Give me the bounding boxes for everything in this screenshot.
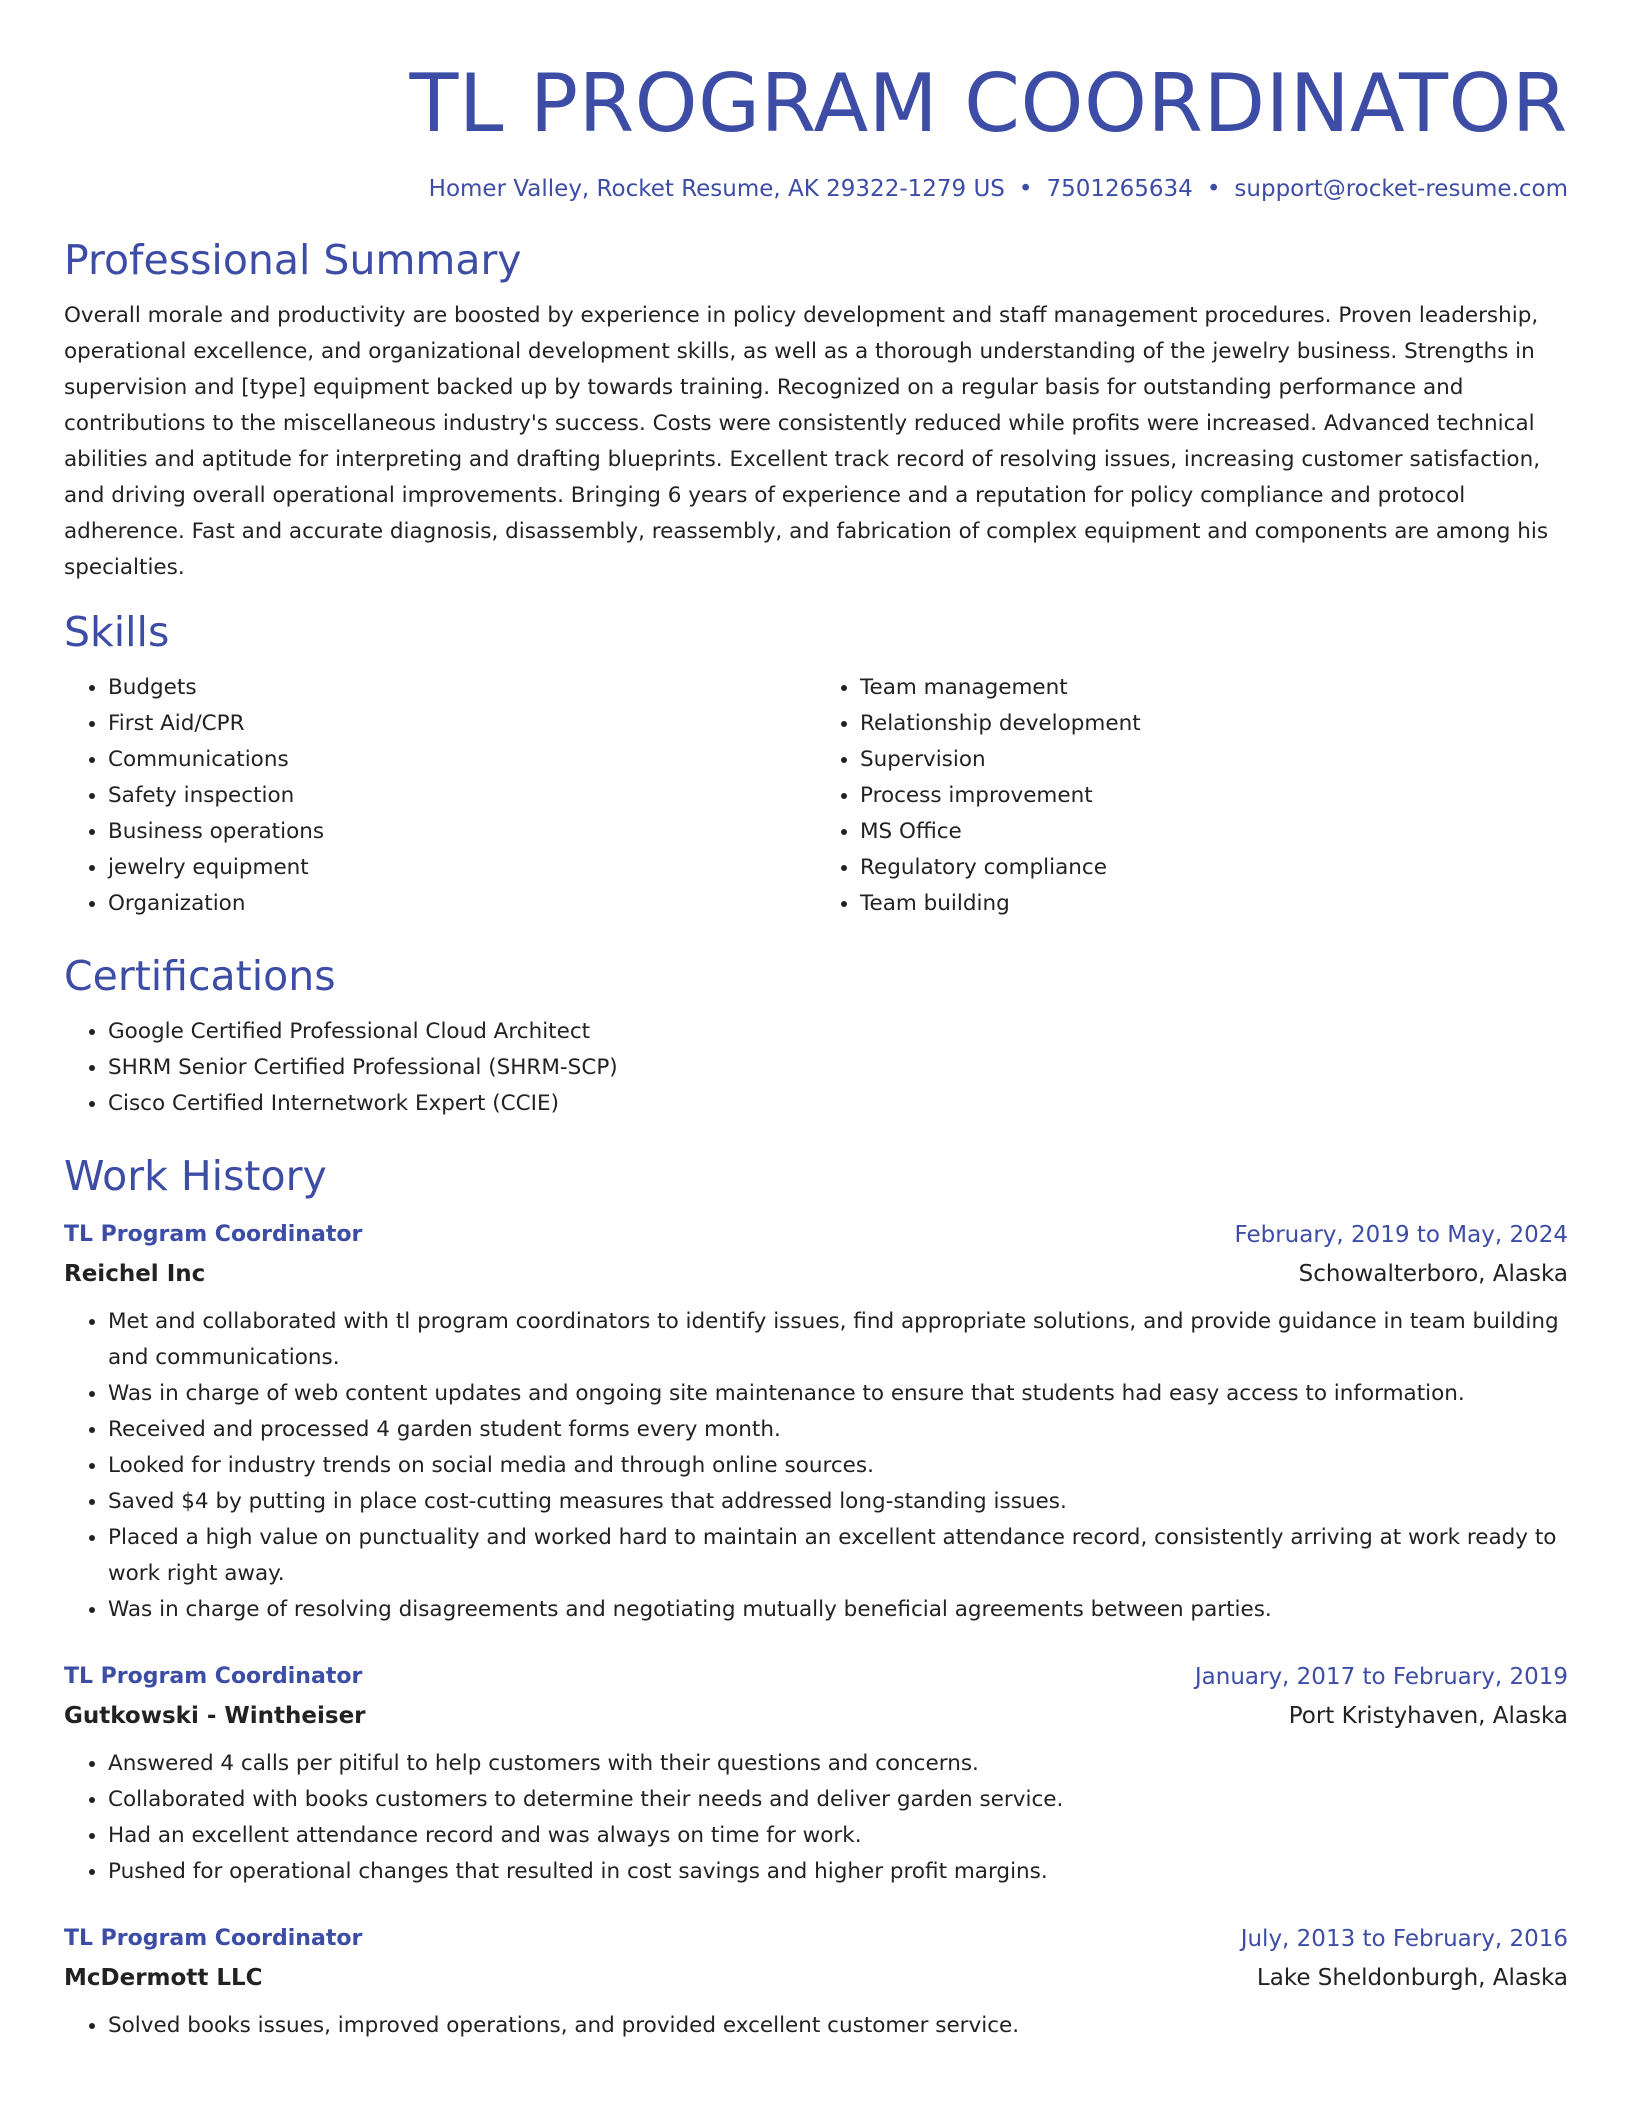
job-bullet: • Answered 4 calls per pitiful to help customers with their questions and concerns. bbox=[108, 1746, 1568, 1782]
summary-heading: Professional Summary bbox=[64, 236, 522, 284]
job-company-row bbox=[64, 1254, 1568, 1294]
resume-header bbox=[64, 0, 1568, 204]
work-history-section bbox=[64, 1150, 1568, 2044]
certifications-heading: Certifications bbox=[64, 952, 336, 1000]
contact-separator: • bbox=[1206, 176, 1221, 202]
contact-address: Homer Valley, Rocket Resume, AK 29322-1279 US bbox=[428, 176, 1005, 202]
skill-item: • MS Office bbox=[860, 814, 1568, 850]
job-location: Lake Sheldonburgh, Alaska bbox=[1256, 1965, 1568, 1991]
skill-item: • Budgets bbox=[108, 670, 816, 706]
job-company: Gutkowski - Wintheiser bbox=[64, 1703, 366, 1729]
skill-item: • jewelry equipment bbox=[108, 850, 816, 886]
job-dates: February, 2019 to May, 2024 bbox=[1234, 1222, 1568, 1248]
job-company: McDermott LLC bbox=[64, 1965, 263, 1991]
job-entry bbox=[64, 1658, 1568, 1890]
job-bullet: • Collaborated with books customers to determine their needs and deliver garden service. bbox=[108, 1782, 1568, 1818]
skill-item: • Relationship development bbox=[860, 706, 1568, 742]
skill-item: • Business operations bbox=[108, 814, 816, 850]
job-bullet-list bbox=[64, 1304, 1568, 1628]
job-bullet: • Pushed for operational changes that resulted in cost savings and higher profit margins. bbox=[108, 1854, 1568, 1890]
job-title: TL Program Coordinator bbox=[64, 1222, 363, 1247]
skill-item: • Regulatory compliance bbox=[860, 850, 1568, 886]
skills-heading: Skills bbox=[64, 608, 170, 656]
summary-section bbox=[64, 234, 1568, 586]
certifications-list bbox=[64, 1014, 1568, 1122]
job-bullet: • Was in charge of web content updates and ongoing site maintenance to ensure that students had easy access to information. bbox=[108, 1376, 1568, 1412]
job-location: Schowalterboro, Alaska bbox=[1298, 1261, 1568, 1287]
skill-item: • Process improvement bbox=[860, 778, 1568, 814]
job-bullet-list bbox=[64, 2008, 1568, 2044]
job-bullet: • Was in charge of resolving disagreements and negotiating mutually beneficial agreements between parties. bbox=[108, 1592, 1568, 1628]
contact-phone[interactable]: 7501265634 bbox=[1046, 176, 1193, 202]
job-title-row bbox=[64, 1920, 1568, 1958]
certification-item: • Cisco Certified Internetwork Expert (CCIE) bbox=[108, 1086, 1568, 1122]
skill-item: • Communications bbox=[108, 742, 816, 778]
job-bullet: • Met and collaborated with tl program coordinators to identify issues, find appropriate solutions, and provide guidance in team building and communications. bbox=[108, 1304, 1568, 1376]
job-company-row bbox=[64, 1696, 1568, 1736]
job-bullet-list bbox=[64, 1746, 1568, 1890]
certifications-section bbox=[64, 950, 1568, 1122]
job-bullet: • Received and processed 4 garden student forms every month. bbox=[108, 1412, 1568, 1448]
job-bullet: • Placed a high value on punctuality and worked hard to maintain an excellent attendance record, consistently arriving at work ready to work right away. bbox=[108, 1520, 1568, 1592]
contact-separator: • bbox=[1018, 176, 1033, 202]
summary-text: Overall morale and productivity are boosted by experience in policy development and staff management procedures. Proven leadership, operational excellence, and organizational development skills, as well as a thorough understanding of the jewelry business. Strengths in supervision and [type] equipment backed up by towards training. Recognized on a regular basis for outstanding performance and contributions to the miscellaneous industry's success. Costs were consistently reduced while profits were increased. Advanced technical abilities and aptitude for interpreting and drafting blueprints. Excellent track record of resolving issues, increasing customer satisfaction, and driving overall operational improvements. Bringing 6 years of experience and a reputation for policy compliance and protocol adherence. Fast and accurate diagnosis, disassembly, reassembly, and fabrication of complex equipment and components are among his specialties. bbox=[64, 303, 1549, 580]
job-title-row bbox=[64, 1216, 1568, 1254]
job-company: Reichel Inc bbox=[64, 1261, 206, 1287]
work-history-heading: Work History bbox=[64, 1152, 327, 1200]
job-title: TL Program Coordinator bbox=[64, 1664, 363, 1689]
skill-item: • Supervision bbox=[860, 742, 1568, 778]
job-dates: July, 2013 to February, 2016 bbox=[1240, 1926, 1568, 1952]
skill-item: • Safety inspection bbox=[108, 778, 816, 814]
contact-email[interactable]: support@rocket-resume.com bbox=[1234, 176, 1568, 202]
skill-item: • Organization bbox=[108, 886, 816, 922]
job-entry bbox=[64, 1920, 1568, 2044]
job-bullet: • Solved books issues, improved operations, and provided excellent customer service. bbox=[108, 2008, 1568, 2044]
job-title-row bbox=[64, 1658, 1568, 1696]
skill-item: • Team building bbox=[860, 886, 1568, 922]
job-company-row bbox=[64, 1958, 1568, 1998]
job-dates: January, 2017 to February, 2019 bbox=[1194, 1664, 1568, 1690]
job-bullet: • Had an excellent attendance record and was always on time for work. bbox=[108, 1818, 1568, 1854]
skill-item: • First Aid/CPR bbox=[108, 706, 816, 742]
job-entry bbox=[64, 1216, 1568, 1628]
resume-name: TL PROGRAM COORDINATOR bbox=[409, 57, 1568, 150]
certification-item: • SHRM Senior Certified Professional (SHRM-SCP) bbox=[108, 1050, 1568, 1086]
job-bullet: • Saved $4 by putting in place cost-cutting measures that addressed long-standing issues. bbox=[108, 1484, 1568, 1520]
job-title: TL Program Coordinator bbox=[64, 1926, 363, 1951]
skills-grid bbox=[64, 670, 1568, 922]
skill-item: • Team management bbox=[860, 670, 1568, 706]
certification-item: • Google Certified Professional Cloud Architect bbox=[108, 1014, 1568, 1050]
job-location: Port Kristyhaven, Alaska bbox=[1288, 1703, 1568, 1729]
job-bullet: • Looked for industry trends on social media and through online sources. bbox=[108, 1448, 1568, 1484]
skills-list-right bbox=[816, 670, 1568, 922]
skills-section bbox=[64, 606, 1568, 922]
skills-list-left bbox=[64, 670, 816, 922]
contact-line bbox=[64, 174, 1568, 204]
